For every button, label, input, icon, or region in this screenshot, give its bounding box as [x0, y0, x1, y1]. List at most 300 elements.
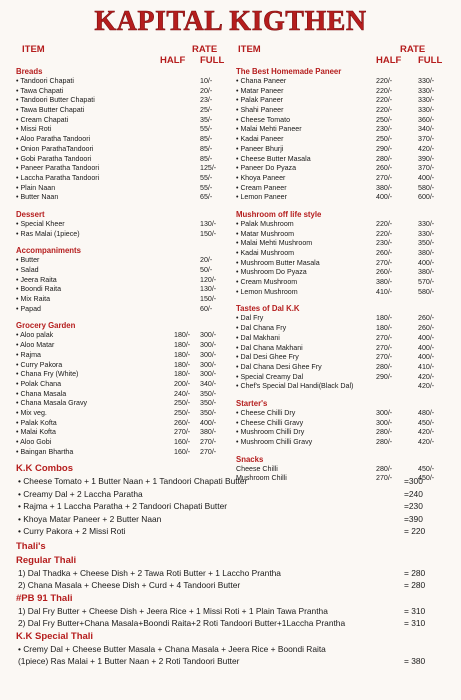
half-price: 220/- — [376, 77, 393, 85]
half-price: 270/- — [376, 474, 393, 483]
full-price: 380/- — [418, 249, 435, 257]
menu-item-name: • Salad — [16, 266, 39, 274]
menu-item-row — [236, 116, 448, 126]
section-gap — [16, 314, 228, 320]
menu-item-name: • Butter Naan — [16, 193, 59, 202]
thali-name: • Cremy Dal + Cheese Butter Masala + Chana Masala + Jeera Rice + Boondi Raita — [18, 643, 326, 654]
menu-item-row — [16, 220, 228, 230]
thali-name: 1) Dal Fry Butter + Cheese Dish + Jeera Rice + 1 Missi Roti + 1 Plain Tawa Prantha — [18, 605, 328, 616]
menu-item-name: • Tawa Chapati — [16, 86, 64, 95]
half-price: 270/- — [174, 428, 191, 437]
menu-item-row — [236, 174, 448, 184]
combo-price: =390 — [404, 513, 423, 524]
thali-row — [16, 643, 448, 656]
menu-item-name: • Kadai Mushroom — [236, 249, 295, 257]
full-price: 370/- — [418, 135, 435, 144]
full-price: 350/- — [200, 389, 217, 398]
menu-item-row — [16, 351, 228, 361]
thali-price: = 310 — [404, 605, 426, 616]
full-price: 55/- — [200, 183, 213, 192]
menu-item-row — [16, 428, 228, 438]
menu-item-name: Mushroom Chilli — [236, 474, 287, 483]
menu-item-name: • Chana Paneer — [236, 77, 287, 85]
menu-item-name: • Palak Paneer — [236, 96, 284, 105]
thali-row — [16, 567, 448, 580]
menu-item-row — [236, 324, 448, 334]
full-price: 400/- — [418, 353, 435, 362]
thali-price: = 310 — [404, 618, 426, 628]
menu-item-row — [16, 116, 228, 126]
menu-item-name: • Aloo Matar — [16, 341, 55, 350]
half-price: 260/- — [376, 268, 393, 277]
thali-list — [16, 554, 448, 668]
full-price: 380/- — [200, 428, 217, 437]
menu-item-name: • Matar Paneer — [236, 86, 284, 95]
full-price: 350/- — [200, 408, 217, 417]
menu-item-name: • Mix Raita — [16, 295, 51, 304]
menu-item-name: • Dal Fry — [236, 314, 264, 323]
menu-item-name: • Dal Makhani — [236, 333, 280, 342]
combos-title: K.K Combos — [16, 463, 73, 474]
full-price: 450/- — [418, 474, 435, 483]
section-gap — [236, 203, 448, 209]
section-gap — [236, 448, 448, 454]
menu-item-name: • Baingan Bhartha — [16, 447, 74, 456]
full-price: 300/- — [200, 360, 217, 369]
half-price: 180/- — [174, 360, 191, 369]
menu-item-name: • Papad — [16, 304, 41, 313]
full-price: 85/- — [200, 144, 213, 153]
menu-item-row — [16, 276, 228, 286]
menu-item-row — [236, 164, 448, 174]
menu-item-name: • Polak Chana — [16, 379, 62, 388]
half-price: 220/- — [376, 106, 393, 115]
menu-item-name: • Lemon Paneer — [236, 193, 287, 202]
half-price: 380/- — [376, 278, 393, 287]
menu-item-name: • Aloo Gobi — [16, 438, 52, 446]
menu-item-row — [16, 295, 228, 305]
half-price: 160/- — [174, 447, 191, 456]
thali-name: 1) Dal Thadka + Cheese Dish + 2 Tawa Roti Butter + 1 Laccho Prantha — [18, 567, 281, 578]
thali-price: = 380 — [404, 656, 426, 666]
rate-header: RATE — [192, 44, 218, 55]
full-price: 420/- — [418, 144, 435, 153]
section-title: Grocery Garden — [16, 321, 76, 331]
menu-item-row — [236, 125, 448, 135]
menu-item-row — [16, 370, 228, 380]
half-price: 290/- — [376, 372, 393, 381]
menu-item-name: • Curry Pakora — [16, 360, 63, 369]
half-price: 180/- — [376, 314, 393, 323]
menu-item-name: • Mushroom Do Pyaza — [236, 268, 307, 277]
full-header: FULL — [418, 55, 443, 66]
full-price: 300/- — [200, 331, 217, 340]
menu-item-row — [16, 361, 228, 371]
menu-item-row — [16, 155, 228, 165]
full-price: 420/- — [418, 372, 435, 381]
menu-item-name: • Mushroom Butter Masala — [236, 258, 320, 267]
left-menu-sections — [16, 67, 228, 457]
full-price: 420/- — [418, 438, 435, 446]
full-price: 340/- — [200, 379, 217, 388]
half-price: 300/- — [376, 408, 393, 417]
full-price: 360/- — [418, 115, 435, 124]
menu-item-row — [16, 106, 228, 116]
menu-item-name: Cheese Chilli — [236, 464, 278, 473]
half-header: HALF — [376, 55, 402, 66]
half-price: 160/- — [174, 438, 191, 446]
menu-item-name: • Mix veg. — [16, 408, 47, 417]
full-price: 23/- — [200, 96, 213, 105]
thali-row — [16, 655, 448, 668]
section-title: Snacks — [236, 454, 264, 464]
half-price: 270/- — [376, 343, 393, 352]
full-price: 400/- — [418, 343, 435, 352]
section-gap — [16, 239, 228, 245]
thali-row — [16, 617, 448, 630]
menu-item-name: • Cheese Chilli Gravy — [236, 418, 304, 427]
menu-item-row — [16, 390, 228, 400]
menu-item-name: • Boondi Raita — [16, 285, 62, 294]
full-price: 65/- — [200, 193, 213, 202]
thali-group-title: #PB 91 Thali — [16, 592, 73, 604]
thali-group-title: K.K Special Thali — [16, 630, 94, 642]
half-price: 280/- — [376, 428, 393, 437]
menu-item-name: • Dal Desi Ghee Fry — [236, 353, 299, 362]
menu-item-row — [236, 428, 448, 438]
half-price: 270/- — [376, 173, 393, 182]
menu-item-name: • Cheese Butter Masala — [236, 154, 311, 163]
menu-item-name: • Tandoori Chapati — [16, 77, 74, 85]
full-price: 600/- — [418, 193, 435, 202]
menu-item-row — [236, 278, 448, 288]
full-price: 420/- — [418, 428, 435, 437]
combo-price: = 220 — [404, 526, 426, 536]
menu-item-row — [16, 285, 228, 295]
half-price: 260/- — [376, 249, 393, 257]
full-price: 400/- — [418, 173, 435, 182]
menu-item-name: • Paneer Do Pyaza — [236, 164, 297, 173]
menu-item-row — [236, 373, 448, 383]
item-header: ITEM — [238, 44, 261, 55]
half-price: 220/- — [376, 229, 393, 238]
menu-item-row — [16, 409, 228, 419]
half-price: 280/- — [376, 154, 393, 163]
thali-name: 2) Dal Fry Butter+Chana Masala+Boondi Raita+2 Roti Tandoori Butter+1Laccha Prantha — [18, 618, 346, 628]
full-price: 580/- — [418, 287, 435, 296]
full-price: 580/- — [418, 183, 435, 192]
full-price: 270/- — [200, 438, 217, 446]
menu-item-row — [16, 87, 228, 97]
combo-price: =230 — [404, 501, 423, 511]
menu-item-name: • Tawa Butter Chapati — [16, 106, 85, 115]
right-menu-column — [236, 44, 448, 484]
menu-item-name: • Missi Roti — [16, 125, 52, 134]
menu-item-row — [236, 155, 448, 165]
menu-item-name: • Khoya Paneer — [236, 173, 286, 182]
menu-item-row — [16, 184, 228, 194]
full-price: 330/- — [418, 229, 435, 238]
menu-item-name: • Matar Mushroom — [236, 229, 295, 238]
menu-item-row — [236, 288, 448, 298]
menu-item-name: • Lemon Mushroom — [236, 287, 298, 296]
menu-item-row — [236, 193, 448, 203]
full-price: 20/- — [200, 256, 213, 265]
menu-item-row — [236, 344, 448, 354]
full-price: 380/- — [418, 268, 435, 277]
combo-price: =240 — [404, 488, 423, 499]
menu-item-name: • Jeera Raita — [16, 275, 57, 284]
section-gap — [236, 297, 448, 303]
menu-item-row — [16, 305, 228, 315]
full-price: 60/- — [200, 304, 213, 313]
menu-item-row — [16, 164, 228, 174]
section-title: Accompaniments — [16, 246, 81, 256]
menu-item-name: • Cream Paneer — [236, 183, 287, 192]
full-price: 270/- — [200, 447, 217, 456]
menu-item-name: • Chef's Special Dal Handi(Black Dal) — [236, 382, 354, 391]
menu-item-name: • Plain Naan — [16, 183, 56, 192]
full-price: 260/- — [418, 324, 435, 333]
full-price: 35/- — [200, 115, 213, 124]
menu-item-name: • Dal Chana Fry — [236, 324, 287, 333]
menu-item-name: • Ras Malai (1piece) — [16, 229, 80, 238]
section-title: Mushroom off life style — [236, 209, 322, 219]
full-price: 350/- — [200, 399, 217, 408]
full-price: 300/- — [200, 370, 217, 379]
menu-item-name: • Dal Chana Makhani — [236, 343, 303, 352]
full-price: 300/- — [200, 341, 217, 350]
full-price: 25/- — [200, 106, 213, 115]
half-header: HALF — [160, 55, 186, 66]
combo-price: =300 — [404, 476, 423, 486]
menu-item-row — [236, 106, 448, 116]
thali-group-title: Regular Thali — [16, 554, 77, 566]
menu-item-row — [236, 268, 448, 278]
half-price: 280/- — [376, 362, 393, 371]
menu-item-name: • Palak Kofta — [16, 418, 57, 427]
full-price: 400/- — [418, 258, 435, 267]
half-price: 410/- — [376, 287, 393, 296]
menu-item-row — [236, 353, 448, 363]
right-menu-sections — [236, 67, 448, 484]
half-price: 250/- — [376, 135, 393, 144]
full-price: 450/- — [418, 464, 435, 473]
half-price: 280/- — [376, 464, 393, 473]
menu-item-name: • Dal Chana Desi Ghee Fry — [236, 362, 322, 371]
menu-item-name: • Laccha Paratha Tandoori — [16, 173, 100, 182]
menu-item-row — [236, 135, 448, 145]
half-price: 180/- — [174, 341, 191, 350]
combo-name: • Creamy Dal + 2 Laccha Paratha — [18, 488, 143, 499]
menu-item-row — [236, 239, 448, 249]
menu-item-name: • Malai Kofta — [16, 428, 56, 437]
full-price: 570/- — [418, 278, 435, 287]
half-price: 250/- — [376, 115, 393, 124]
menu-item-row — [16, 145, 228, 155]
menu-item-row — [236, 77, 448, 87]
combo-list — [16, 475, 448, 538]
rate-header: RATE — [400, 44, 426, 55]
half-price: 220/- — [376, 96, 393, 105]
half-price: 200/- — [174, 379, 191, 388]
section-title: Tastes of Dal K.K — [236, 304, 300, 314]
menu-item-row — [16, 135, 228, 145]
half-price: 220/- — [376, 86, 393, 95]
menu-item-name: • Chana Masala Gravy — [16, 399, 88, 408]
menu-item-name: • Tandoori Butter Chapati — [16, 96, 95, 105]
menu-item-row — [236, 382, 448, 392]
right-column-header — [236, 44, 448, 66]
full-price: 85/- — [200, 135, 213, 144]
menu-item-row — [16, 341, 228, 351]
full-price: 130/- — [200, 219, 217, 228]
half-price: 280/- — [376, 438, 393, 446]
menu-item-name: • Cream Chapati — [16, 115, 69, 124]
half-price: 290/- — [376, 144, 393, 153]
full-price: 350/- — [418, 239, 435, 248]
menu-item-name: • Butter — [16, 256, 40, 265]
menu-item-row — [16, 125, 228, 135]
restaurant-title: KAPITAL KIGTHEN — [94, 6, 367, 37]
half-price: 250/- — [174, 408, 191, 417]
full-price: 480/- — [418, 408, 435, 417]
full-price: 450/- — [418, 418, 435, 427]
thali-row — [16, 579, 448, 592]
section-gap — [236, 392, 448, 398]
menu-item-row — [16, 174, 228, 184]
menu-item-row — [16, 331, 228, 341]
full-price: 330/- — [418, 219, 435, 228]
full-price: 410/- — [418, 362, 435, 371]
combos-and-thalis — [16, 462, 448, 668]
menu-item-name: • Cream Mushroom — [236, 278, 298, 287]
full-price: 130/- — [200, 285, 217, 294]
full-price: 20/- — [200, 86, 213, 95]
menu-item-row — [236, 220, 448, 230]
menu-item-row — [236, 145, 448, 155]
full-price: 125/- — [200, 164, 217, 173]
menu-item-row — [16, 380, 228, 390]
full-price: 150/- — [200, 295, 217, 304]
menu-item-name: • Paneer Paratha Tandoori — [16, 164, 100, 173]
full-price: 55/- — [200, 125, 213, 134]
full-price: 120/- — [200, 275, 217, 284]
menu-item-row — [16, 399, 228, 409]
half-price: 270/- — [376, 333, 393, 342]
full-price: 85/- — [200, 154, 213, 163]
combo-row — [16, 513, 448, 526]
combo-row — [16, 525, 448, 538]
menu-item-name: • Malai Mehti Paneer — [236, 125, 302, 134]
menu-item-row — [236, 96, 448, 106]
menu-item-row — [16, 419, 228, 429]
thali-price: = 280 — [404, 567, 426, 578]
menu-item-name: • Shahi Paneer — [236, 106, 284, 115]
left-column-header — [16, 44, 228, 66]
combo-name: • Cheese Tomato + 1 Butter Naan + 1 Tandoori Chapati Butter — [18, 476, 248, 486]
half-price: 180/- — [174, 331, 191, 340]
menu-item-row — [16, 77, 228, 87]
combo-row — [16, 500, 448, 513]
half-price: 260/- — [376, 164, 393, 173]
menu-item-name: • Chana Fry (White) — [16, 370, 79, 379]
menu-item-row — [236, 409, 448, 419]
full-price: 150/- — [200, 229, 217, 238]
menu-item-row — [236, 87, 448, 97]
full-price: 400/- — [418, 333, 435, 342]
menu-item-row — [236, 230, 448, 240]
thali-row — [16, 605, 448, 618]
menu-item-name: • Cheese Tomato — [236, 115, 291, 124]
combo-name: • Rajma + 1 Laccha Paratha + 2 Tandoori Chapati Butter — [18, 501, 228, 511]
combo-name: • Curry Pakora + 2 Missi Roti — [18, 526, 126, 536]
thali-price: = 280 — [404, 580, 426, 590]
half-price: 180/- — [174, 370, 191, 379]
thali-name: 2) Chana Masala + Cheese Dish + Curd + 4 Tandoori Butter — [18, 580, 241, 590]
menu-item-name: • Aloo palak — [16, 331, 54, 340]
thalis-title: Thali's — [16, 540, 46, 552]
half-price: 240/- — [174, 389, 191, 398]
full-price: 390/- — [418, 154, 435, 163]
menu-item-name: • Gobi Paratha Tandoori — [16, 154, 92, 163]
menu-item-name: • Onion ParathaTandoori — [16, 144, 94, 153]
full-price: 330/- — [418, 77, 435, 85]
menu-item-row — [236, 438, 448, 448]
menu-item-row — [236, 249, 448, 259]
menu-item-name: • Chana Masala — [16, 389, 67, 398]
menu-item-name: • Special Kheer — [16, 219, 65, 228]
menu-item-name: • Palak Mushroom — [236, 219, 294, 228]
full-price: 50/- — [200, 266, 213, 274]
half-price: 230/- — [376, 239, 393, 248]
menu-item-name: • Mushroom Chilli Dry — [236, 428, 305, 437]
half-price: 270/- — [376, 258, 393, 267]
menu-item-row — [16, 230, 228, 240]
half-price: 400/- — [376, 193, 393, 202]
section-title: Starter's — [236, 398, 268, 408]
menu-item-row — [16, 96, 228, 106]
half-price: 250/- — [174, 399, 191, 408]
menu-item-row — [16, 438, 228, 448]
thali-name: (1piece) Ras Malai + 1 Butter Naan + 2 Roti Tandoori Butter — [18, 656, 240, 666]
half-price: 220/- — [376, 219, 393, 228]
menu-item-name: • Malai Mehti Mushroom — [236, 239, 313, 248]
menu-item-row — [16, 193, 228, 203]
menu-item-name: • Kadai Paneer — [236, 135, 284, 144]
section-gap — [16, 203, 228, 209]
half-price: 270/- — [376, 353, 393, 362]
combo-row — [16, 488, 448, 501]
menu-item-name: • Paneer Bhurji — [236, 144, 284, 153]
menu-item-name: • Special Creamy Dal — [236, 372, 304, 381]
section-title: Dessert — [16, 209, 45, 219]
menu-item-row — [16, 448, 228, 458]
menu-item-row — [236, 259, 448, 269]
menu-item-name: • Cheese Chilli Dry — [236, 408, 296, 417]
section-title: Breads — [16, 67, 43, 76]
menu-item-row — [16, 266, 228, 276]
full-price: 420/- — [418, 382, 435, 391]
half-price: 380/- — [376, 183, 393, 192]
half-price: 260/- — [174, 418, 191, 427]
section-title: The Best Homemade Paneer — [236, 67, 342, 76]
half-price: 300/- — [376, 418, 393, 427]
full-price: 300/- — [200, 350, 217, 359]
menu-item-row — [236, 314, 448, 324]
left-menu-column — [16, 44, 228, 457]
combo-name: • Khoya Matar Paneer + 2 Butter Naan — [18, 513, 162, 524]
